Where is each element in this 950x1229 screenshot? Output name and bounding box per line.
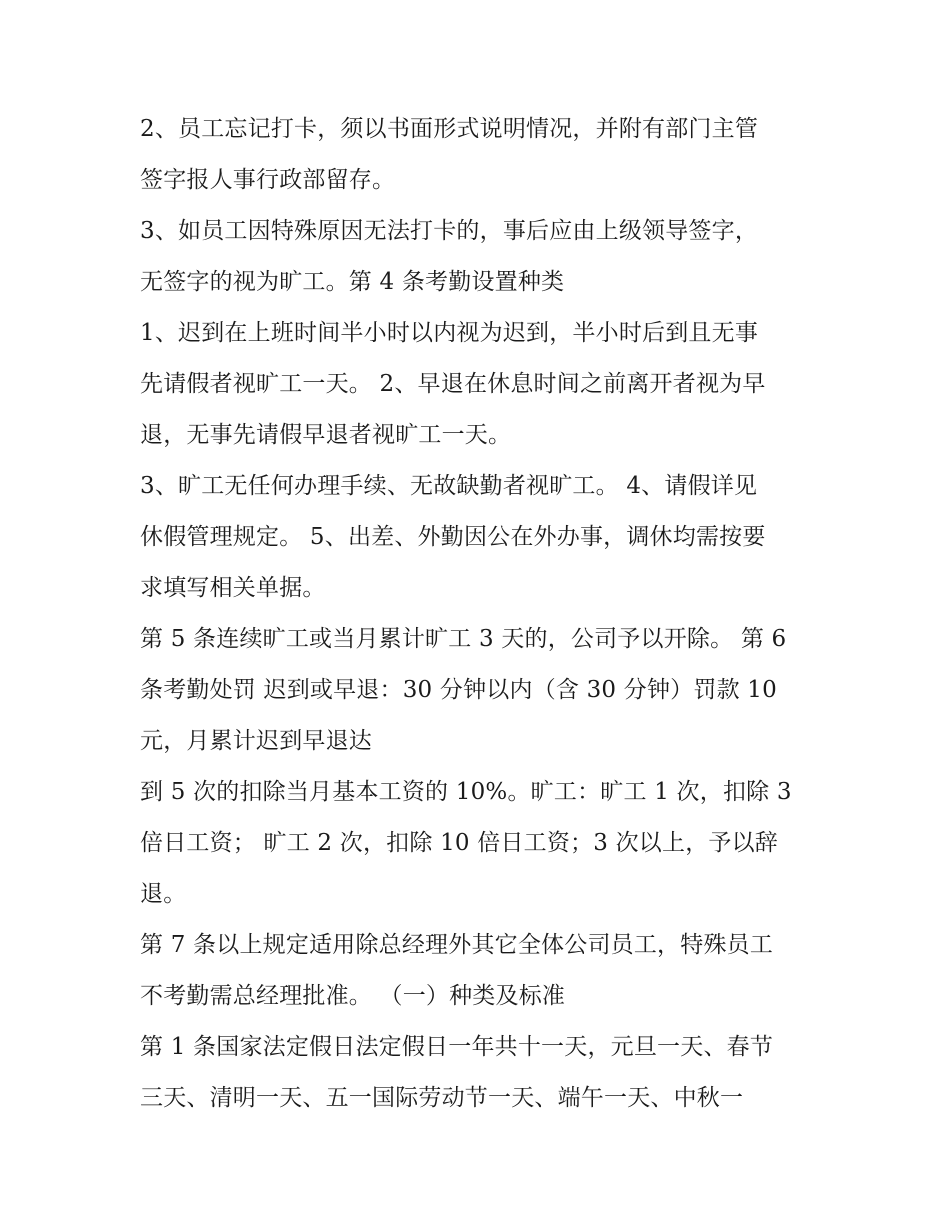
text-line: 三天、清明一天、五一国际劳动节一天、端午一天、中秋一 bbox=[140, 1085, 744, 1111]
text-line: 签字报人事行政部留存。 bbox=[140, 167, 396, 193]
text-line: 退。 bbox=[140, 881, 187, 907]
text-line: 第 5 条连续旷工或当月累计旷工 3 天的，公司予以开除。 第 6 bbox=[140, 626, 787, 652]
text-line: 第 7 条以上规定适用除总经理外其它全体公司员工，特殊员工 bbox=[140, 932, 774, 958]
text-line: 1、迟到在上班时间半小时以内视为迟到，半小时后到且无事 bbox=[140, 320, 759, 346]
text-line: 3、旷工无任何办理手续、无故缺勤者视旷工。 4、请假详见 bbox=[140, 473, 758, 499]
text-line: 不考勤需总经理批准。 （一）种类及标准 bbox=[140, 983, 566, 1009]
text-line: 第 1 条国家法定假日法定假日一年共十一天，元旦一天、春节 bbox=[140, 1034, 774, 1060]
text-line: 倍日工资； 旷工 2 次，扣除 10 倍日工资；3 次以上，予以辞 bbox=[140, 830, 778, 856]
text-line: 无签字的视为旷工。第 4 条考勤设置种类 bbox=[140, 269, 565, 295]
text-line: 3、如员工因特殊原因无法打卡的，事后应由上级领导签字， bbox=[140, 218, 759, 244]
document-body bbox=[140, 104, 820, 1124]
text-line: 休假管理规定。 5、出差、外勤因公在外办事，调休均需按要 bbox=[140, 524, 766, 550]
text-line: 求填写相关单据。 bbox=[140, 575, 326, 601]
text-line: 退，无事先请假早退者视旷工一天。 bbox=[140, 422, 512, 448]
text-line: 先请假者视旷工一天。 2、早退在休息时间之前离开者视为早 bbox=[140, 371, 766, 397]
text-line: 条考勤处罚 迟到或早退：30 分钟以内（含 30 分钟）罚款 10 bbox=[140, 677, 777, 703]
text-line: 元，月累计迟到早退达 bbox=[140, 728, 372, 754]
text-line: 到 5 次的扣除当月基本工资的 10%。旷工：旷工 1 次，扣除 3 bbox=[140, 779, 792, 805]
text-line: 2、员工忘记打卡，须以书面形式说明情况，并附有部门主管 bbox=[140, 116, 759, 142]
